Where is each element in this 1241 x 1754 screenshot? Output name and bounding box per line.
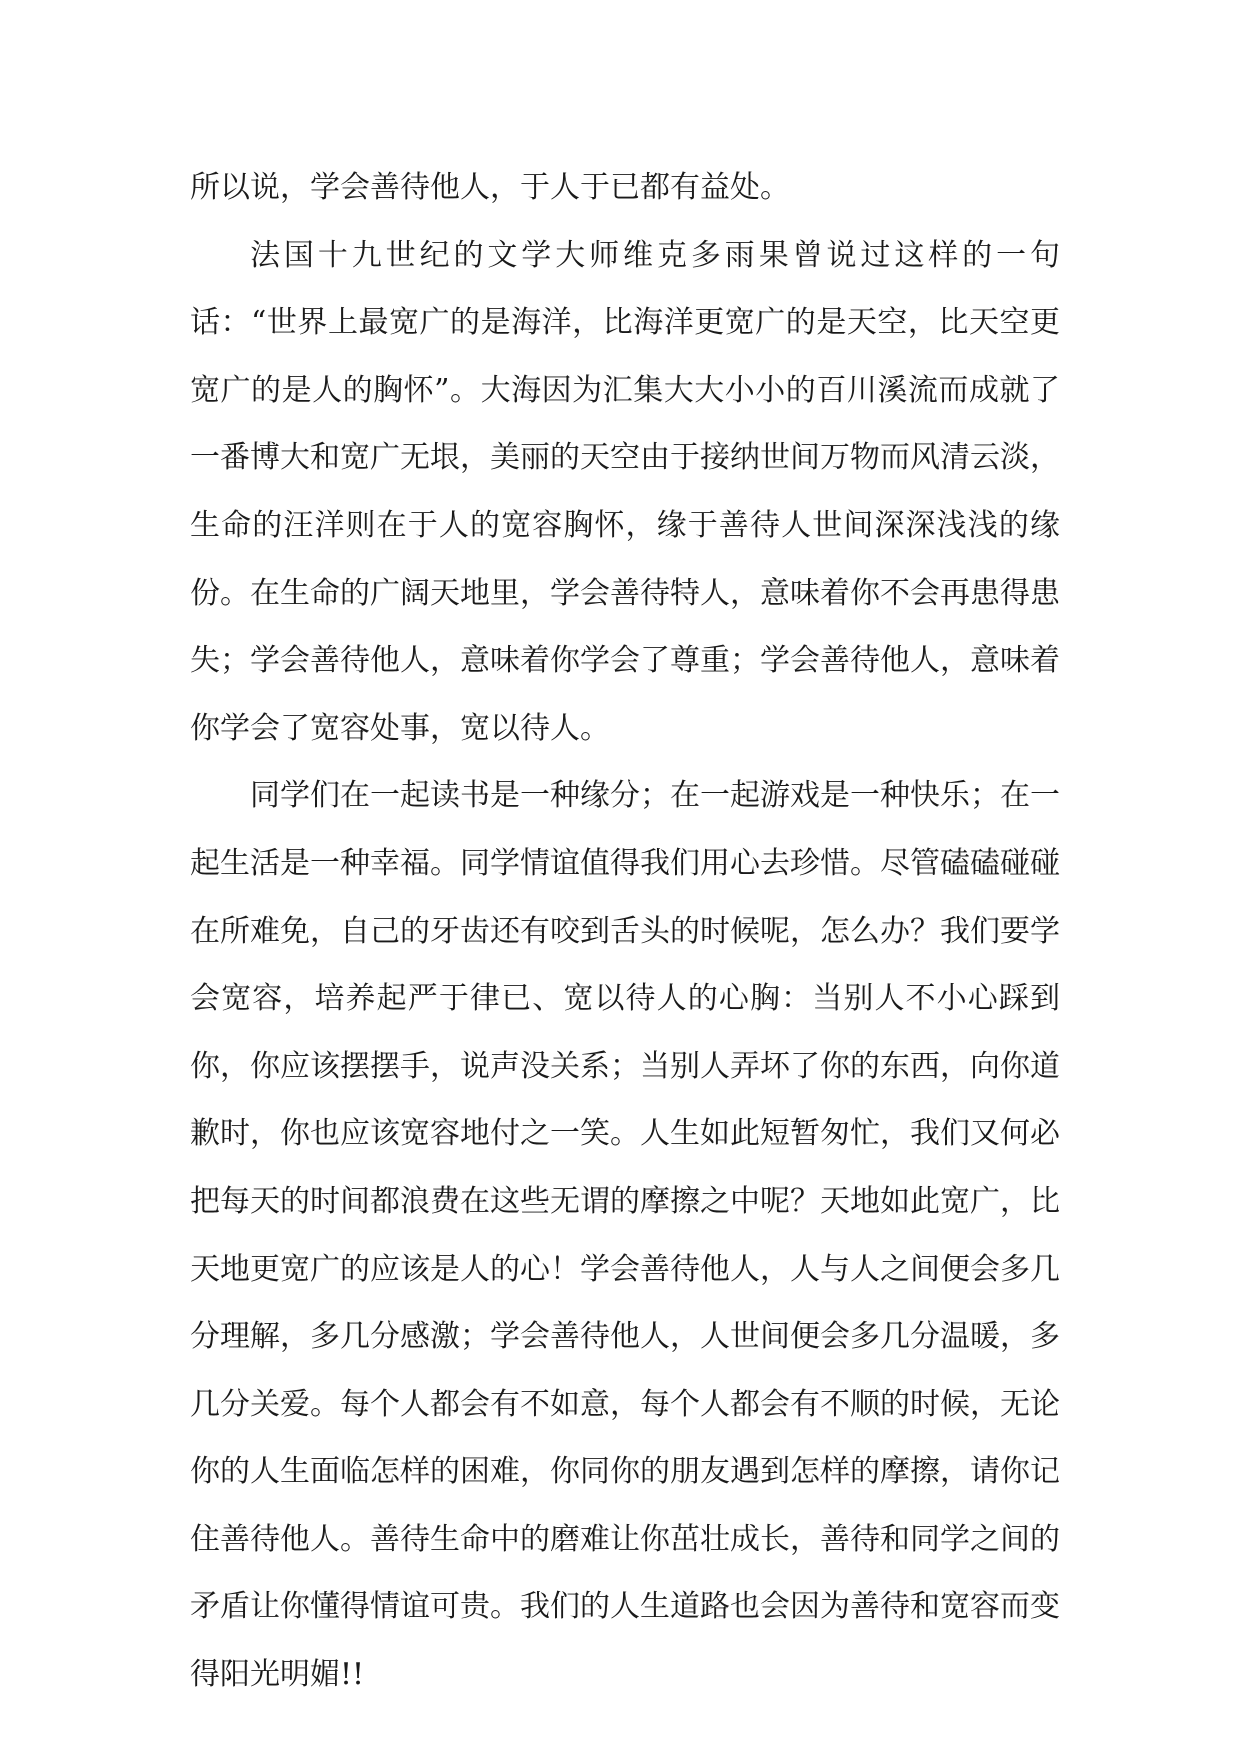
document-body xyxy=(190,154,1060,1709)
paragraph-classmates: 同学们在一起读书是一种缘分；在一起游戏是一种快乐；在一起生活是一种幸福。同学情谊值得我们用心去珍惜。尽管磕磕碰碰在所难免，自己的牙齿还有咬到舌头的时候呢，怎么办？我们要学会宽容，培养起严于律已、宽以待人的心胸：当别人不小心踩到你，你应该摆摆手，说声没关系；当别人弄坏了你的东西，向你道歉时，你也应该宽容地付之一笑。人生如此短暂匆忙，我们又何必把每天的时间都浪费在这些无谓的摩擦之中呢？天地如此宽广，比天地更宽广的应该是人的心！学会善待他人，人与人之间便会多几分理解，多几分感激；学会善待他人，人世间便会多几分温暖，多几分关爱。每个人都会有不如意，每个人都会有不顺的时候，无论你的人生面临怎样的困难，你同你的朋友遇到怎样的摩擦，请你记住善待他人。善待生命中的磨难让你茁壮成长，善待和同学之间的矛盾让你懂得情谊可贵。我们的人生道路也会因为善待和宽容而变得阳光明媚!! xyxy=(190,778,1060,1693)
paragraph-hugo-quote: 法国十九世纪的文学大师维克多雨果曾说过这样的一句话：“世界上最宽广的是海洋，比海洋更宽广的是天空，比天空更宽广的是人的胸怀”。大海因为汇集大大小小的百川溪流而成就了一番博大和宽广无垠，美丽的天空由于接纳世间万物而风清云淡，生命的汪洋则在于人的宽容胸怀，缘于善待人世间深深浅浅的缘份。在生命的广阔天地里，学会善待特人，意味着你不会再患得患失；学会善待他人，意味着你学会了尊重；学会善待他人，意味着你学会了宽容处事，宽以待人。 xyxy=(190,237,1060,746)
paragraph-continuation: 所以说，学会善待他人，于人于已都有益处。 xyxy=(190,170,790,205)
